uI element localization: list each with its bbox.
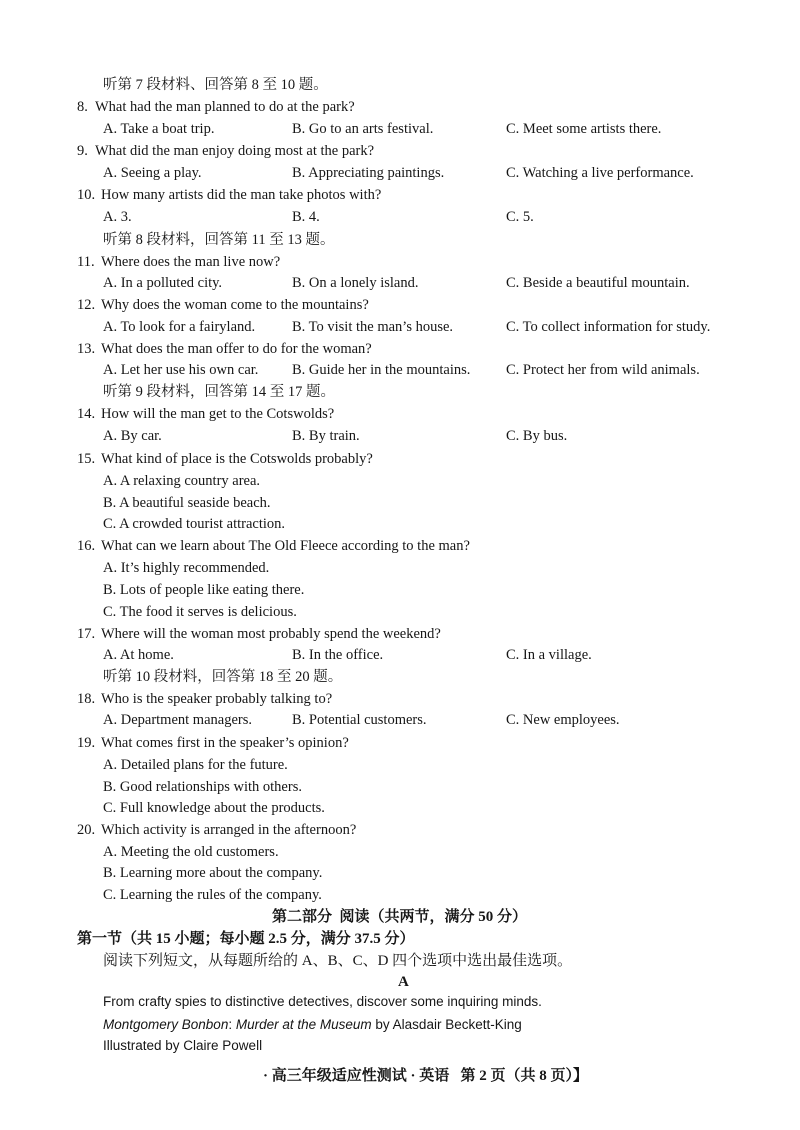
question-text: Where does the man live now? — [101, 254, 281, 270]
passage-label-line — [0, 972, 800, 992]
option-b: B. To visit the man’s house. — [292, 319, 454, 335]
question-19-option-b — [0, 777, 800, 797]
footer-page-info: 第 2 页（共 8 页）】 — [460, 1068, 589, 1084]
instruction-text: 听第 7 段材料、回答第 8 至 10 题。 — [103, 77, 328, 93]
question-text: Where will the woman most probably spend the weekend? — [101, 626, 441, 642]
option-b: B. 4. — [292, 209, 320, 225]
option-a: A. In a polluted city. — [103, 275, 223, 291]
option-c: C. The food it serves is delicious. — [103, 604, 297, 620]
question-14 — [0, 404, 800, 424]
passage-intro: From crafty spies to distinctive detectives, discover some inquiring minds. — [103, 994, 542, 1009]
question-10-options — [0, 207, 800, 227]
option-c: C. To collect information for study. — [506, 319, 711, 335]
option-c: C. Beside a beautiful mountain. — [506, 275, 690, 291]
question-12-options — [0, 317, 800, 337]
question-text: What did the man enjoy doing most at the park? — [95, 143, 375, 159]
question-number: 17. — [77, 626, 96, 642]
book-title-line — [103, 1015, 522, 1035]
option-b: B. Appreciating paintings. — [292, 165, 445, 181]
question-text: How will the man get to the Cotswolds? — [101, 406, 335, 422]
option-c: C. In a village. — [506, 647, 592, 663]
question-number: 13. — [77, 341, 96, 357]
book-title-separator: : — [228, 1017, 236, 1032]
book-series: Montgomery Bonbon — [103, 1017, 229, 1032]
option-b: B. Lots of people like eating there. — [103, 582, 305, 598]
option-a: A. Meeting the old customers. — [103, 844, 279, 860]
question-20-option-c — [0, 885, 800, 905]
question-15-option-b — [0, 493, 800, 513]
question-18 — [0, 689, 800, 709]
reading-section-heading — [0, 929, 800, 949]
question-14-options — [0, 426, 800, 446]
question-11 — [0, 252, 800, 272]
illustrator: Illustrated by Claire Powell — [103, 1038, 263, 1053]
question-20-option-b — [0, 863, 800, 883]
listening-instruction-2 — [0, 230, 800, 250]
listening-instruction-1 — [0, 75, 800, 95]
book-entry — [0, 1015, 800, 1035]
instruction-text: 听第 10 段材料，回答第 18 至 20 题。 — [103, 669, 343, 685]
question-20 — [0, 820, 800, 840]
option-b: B. Learning more about the company. — [103, 865, 323, 881]
option-a: A. Take a boat trip. — [103, 121, 215, 137]
question-9 — [0, 141, 800, 161]
instruction-text: 听第 9 段材料，回答第 14 至 17 题。 — [103, 384, 335, 400]
passage-label: A — [398, 974, 409, 990]
question-number: 14. — [77, 406, 96, 422]
question-text: What can we learn about The Old Fleece according to the man? — [101, 538, 470, 554]
reading-directions — [0, 951, 800, 971]
question-16-option-c — [0, 602, 800, 622]
question-text: What had the man planned to do at the park? — [95, 99, 355, 115]
question-number: 10. — [77, 187, 96, 203]
option-a: A. At home. — [103, 647, 174, 663]
listening-instruction-4 — [0, 667, 800, 687]
page-footer — [0, 1066, 800, 1086]
question-number: 12. — [77, 297, 96, 313]
instruction-text: 听第 8 段材料，回答第 11 至 13 题。 — [103, 232, 335, 248]
question-text: Why does the woman come to the mountains? — [101, 297, 369, 313]
question-9-options — [0, 163, 800, 183]
option-b: B. Guide her in the mountains. — [292, 362, 471, 378]
option-b: B. Potential customers. — [292, 712, 427, 728]
option-c: C. Meet some artists there. — [506, 121, 662, 137]
option-c: C. A crowded tourist attraction. — [103, 516, 286, 532]
question-20-option-a — [0, 842, 800, 862]
part-title: 第二部分 阅读（共两节，满分 50 分） — [272, 909, 528, 925]
question-15 — [0, 449, 800, 469]
question-number: 11. — [77, 254, 95, 270]
footer-text — [263, 1066, 588, 1086]
question-number: 19. — [77, 735, 96, 751]
question-19-option-c — [0, 798, 800, 818]
question-number: 8. — [77, 99, 88, 115]
directions-text: 阅读下列短文，从每题所给的 A、B、C、D 四个选项中选出最佳选项。 — [103, 953, 573, 969]
option-b: B. A beautiful seaside beach. — [103, 495, 271, 511]
question-12 — [0, 295, 800, 315]
question-text: What comes first in the speaker’s opinion? — [101, 735, 349, 751]
option-a: A. Detailed plans for the future. — [103, 757, 288, 773]
question-16-option-b — [0, 580, 800, 600]
passage-intro-line — [0, 992, 800, 1012]
option-c: C. Watching a live performance. — [506, 165, 694, 181]
option-b: B. Good relationships with others. — [103, 779, 302, 795]
question-text: Who is the speaker probably talking to? — [101, 691, 333, 707]
question-15-option-a — [0, 471, 800, 491]
option-b: B. By train. — [292, 428, 360, 444]
question-10 — [0, 185, 800, 205]
footer-test-name: · 高三年级适应性测试 · 英语 — [263, 1068, 450, 1084]
option-c: C. 5. — [506, 209, 534, 225]
question-16 — [0, 536, 800, 556]
question-number: 16. — [77, 538, 96, 554]
question-number: 9. — [77, 143, 88, 159]
question-18-options — [0, 710, 800, 730]
question-16-option-a — [0, 558, 800, 578]
question-17 — [0, 624, 800, 644]
option-c: C. By bus. — [506, 428, 568, 444]
question-15-option-c — [0, 514, 800, 534]
option-c: C. Protect her from wild animals. — [506, 362, 700, 378]
option-b: B. Go to an arts festival. — [292, 121, 434, 137]
question-text: What kind of place is the Cotswolds probably? — [101, 451, 373, 467]
question-text: How many artists did the man take photos with? — [101, 187, 382, 203]
question-text: What does the man offer to do for the woman? — [101, 341, 372, 357]
option-a: A. Let her use his own car. — [103, 362, 259, 378]
question-8 — [0, 97, 800, 117]
question-19 — [0, 733, 800, 753]
question-text: Which activity is arranged in the afternoon? — [101, 822, 357, 838]
question-13 — [0, 339, 800, 359]
question-19-option-a — [0, 755, 800, 775]
question-number: 15. — [77, 451, 96, 467]
option-a: A. Seeing a play. — [103, 165, 202, 181]
question-number: 18. — [77, 691, 96, 707]
question-8-options — [0, 119, 800, 139]
option-c: C. New employees. — [506, 712, 620, 728]
book-byline: by Alasdair Beckett-King — [371, 1017, 522, 1032]
option-c: C. Learning the rules of the company. — [103, 887, 322, 903]
book-title: Murder at the Museum — [235, 1017, 372, 1032]
reading-part-heading — [0, 907, 800, 927]
option-c: C. Full knowledge about the products. — [103, 800, 325, 816]
question-number: 20. — [77, 822, 96, 838]
option-a: A. A relaxing country area. — [103, 473, 261, 489]
illustrator-line — [0, 1036, 800, 1056]
option-a: A. Department managers. — [103, 712, 252, 728]
listening-instruction-3 — [0, 382, 800, 402]
question-13-options — [0, 360, 800, 380]
option-a: A. To look for a fairyland. — [103, 319, 256, 335]
option-a: A. By car. — [103, 428, 162, 444]
option-a: A. It’s highly recommended. — [103, 560, 270, 576]
option-a: A. 3. — [103, 209, 132, 225]
option-b: B. On a lonely island. — [292, 275, 419, 291]
question-17-options — [0, 645, 800, 665]
question-11-options — [0, 273, 800, 293]
section-title: 第一节（共 15 小题；每小题 2.5 分，满分 37.5 分） — [77, 931, 415, 947]
option-b: B. In the office. — [292, 647, 384, 663]
